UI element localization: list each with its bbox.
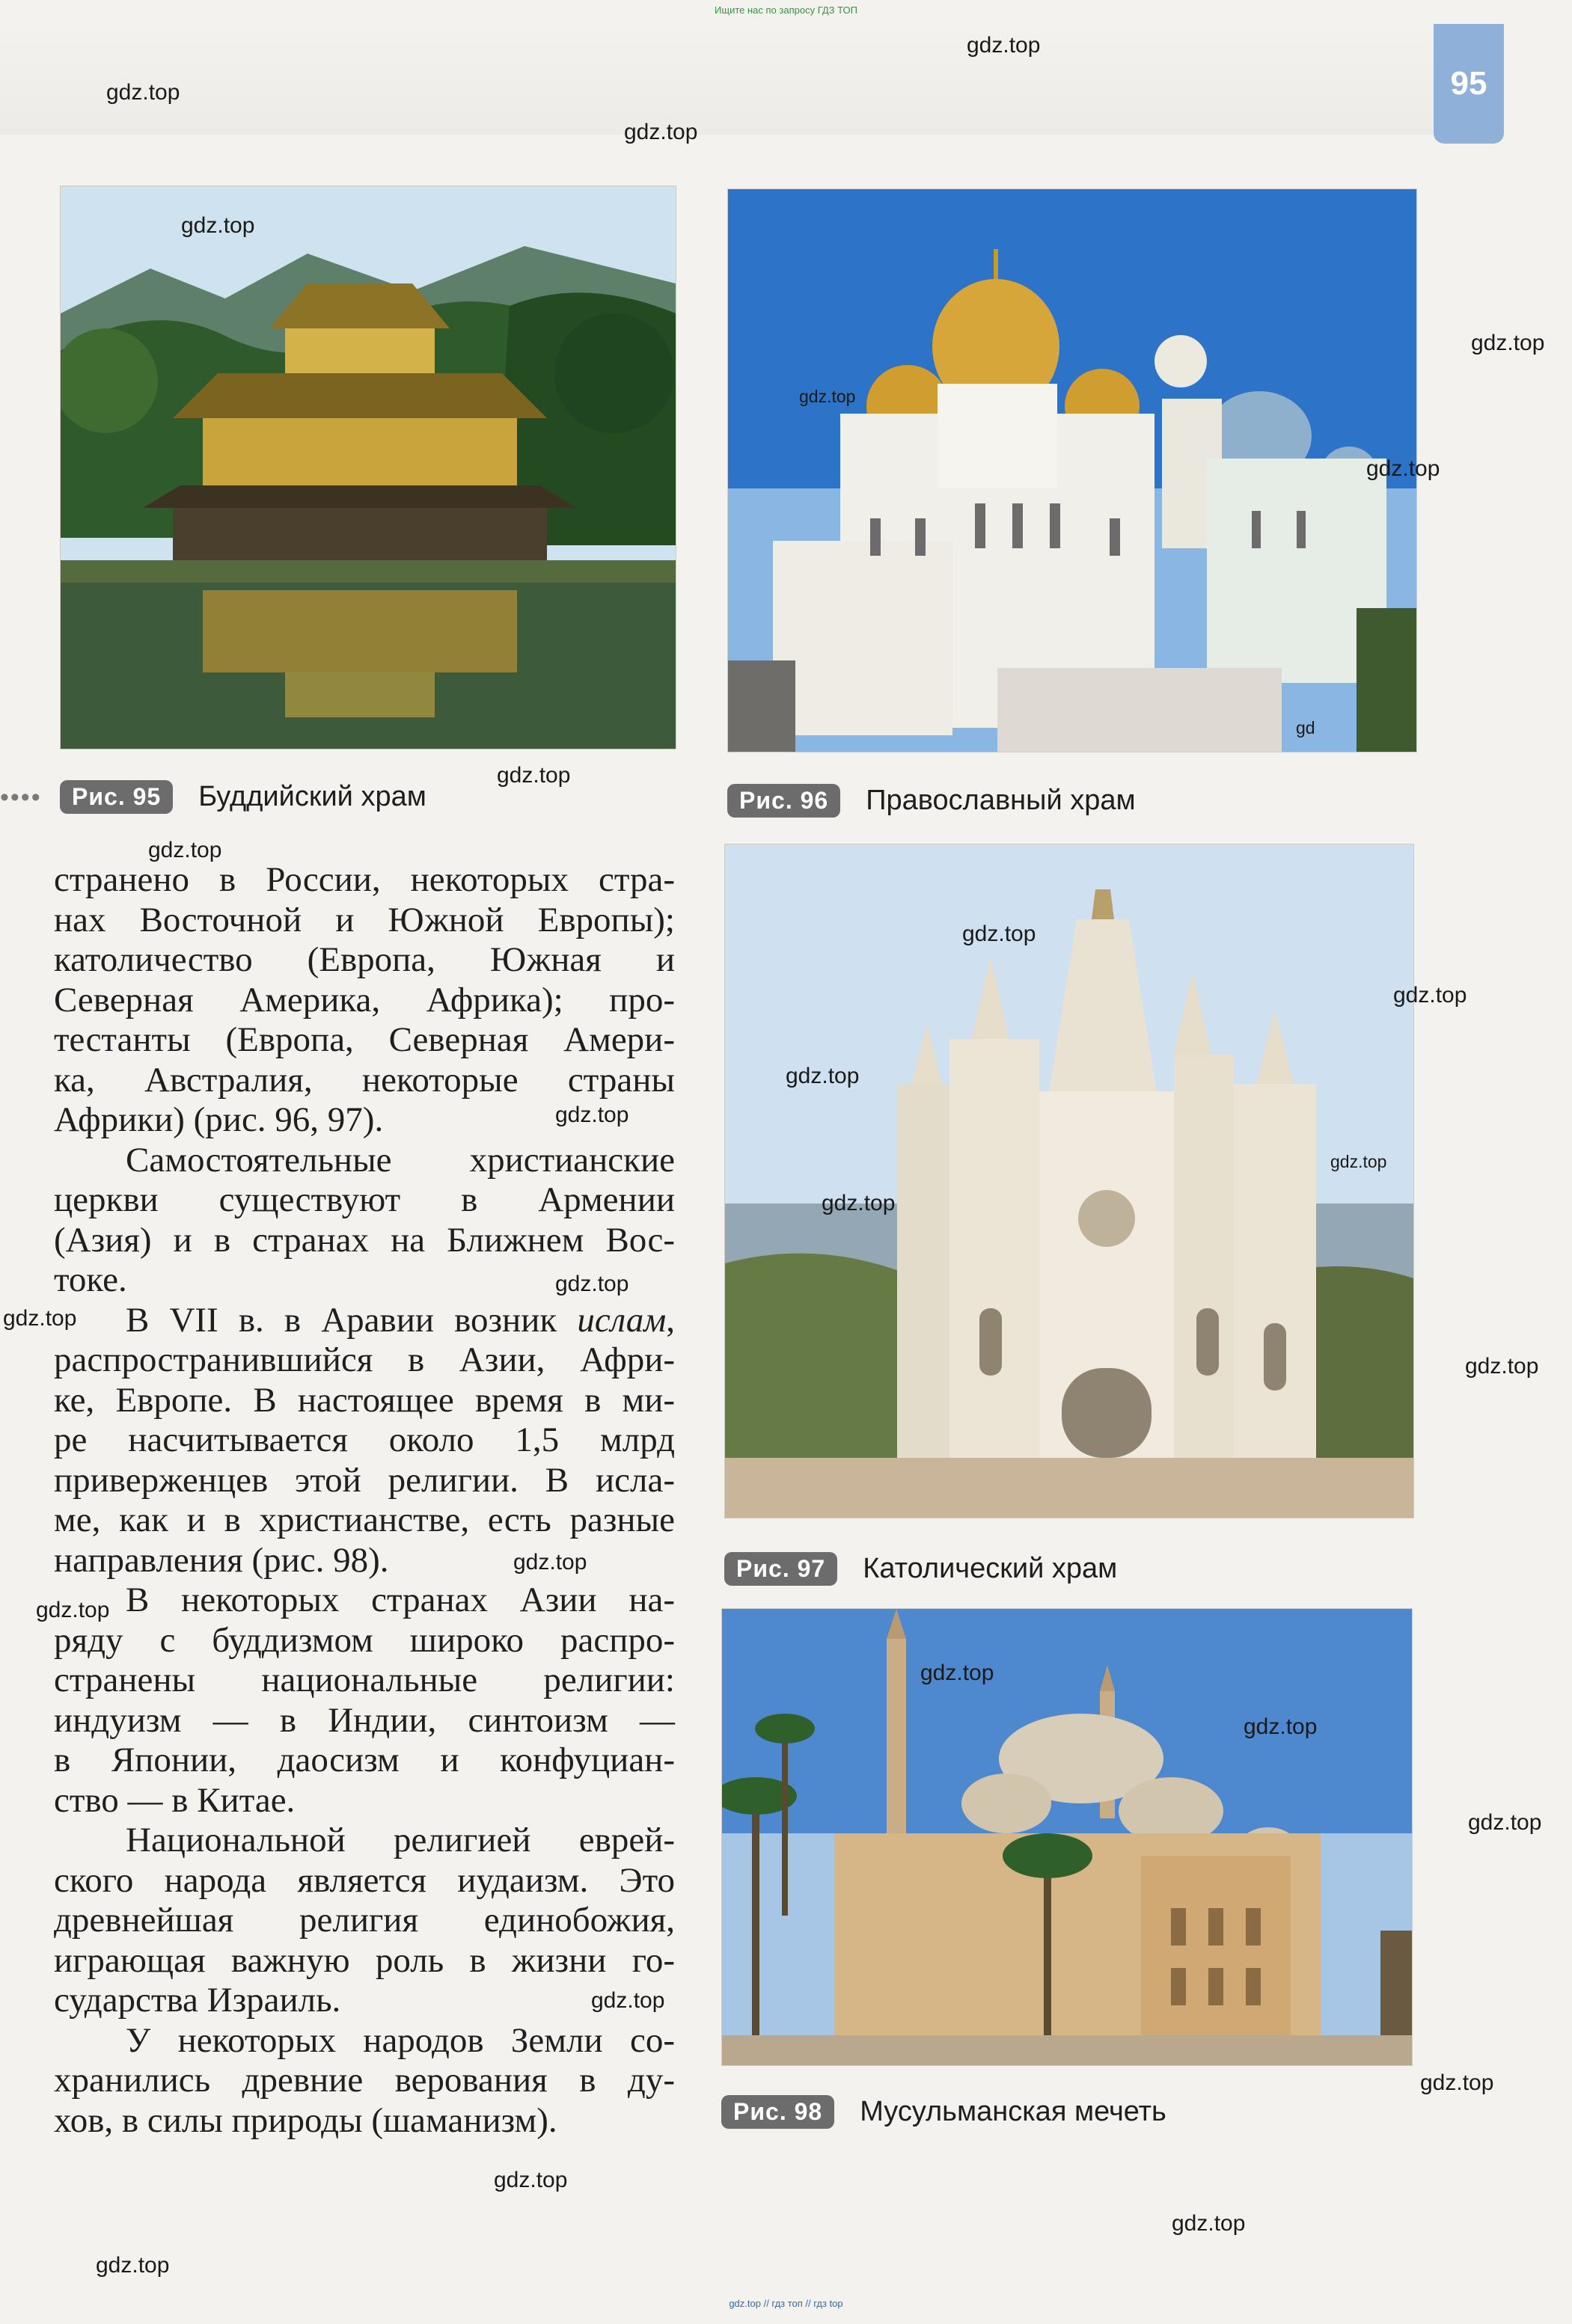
watermark: gdz.top (786, 1064, 860, 1088)
header-strip (0, 22, 1444, 135)
watermark: gdz.top (106, 80, 180, 105)
text-line: ство — в Китае. (54, 1780, 296, 1820)
figure-97-title: Католический храм (863, 1552, 1118, 1584)
figure-95-caption (60, 774, 426, 819)
watermark: gdz.top (967, 33, 1041, 58)
watermark: gdz.top (494, 2168, 568, 2192)
watermark: gdz.top (96, 2253, 170, 2278)
text-line: В некоторых странах Азии на- (126, 1580, 675, 1619)
text-line: хранились древние верования в ду- (54, 2061, 675, 2100)
figure-97-badge: Рис. 97 (724, 1552, 837, 1586)
top-banner: Ищите нас по запросу ГДЗ ТОП (715, 4, 857, 16)
watermark: gdz.top (920, 1661, 994, 1685)
bottom-watermark-line: gdz.top // гдз топ // гдз top (729, 2298, 843, 2309)
figure-96-title: Православный храм (866, 784, 1136, 816)
paragraph-ancient-beliefs (54, 2021, 675, 2141)
text-line: Северная Америка, Африка); про- (54, 980, 675, 1020)
watermark-partial: gd (1296, 718, 1315, 738)
catholic-church-photo (724, 844, 1414, 1518)
watermark: gdz.top (3, 1306, 77, 1331)
mosque-photo (721, 1608, 1413, 2066)
text-line: направления (рис. 98). (54, 1540, 389, 1580)
watermark: gdz.top (624, 120, 698, 144)
text-line: Национальной религией еврей- (126, 1821, 675, 1859)
text-line: в Японии, даосизм и конфуциан- (54, 1741, 675, 1779)
text-line: католичество (Европа, Южная и (54, 940, 675, 979)
watermark: gdz.top (1420, 2070, 1494, 2095)
text-line: У некоторых народов Земли со- (126, 2020, 675, 2060)
figure-96-caption (727, 778, 1136, 823)
text-line: странено в России, некоторых стра- (54, 860, 675, 899)
figure-98-badge: Рис. 98 (721, 2095, 834, 2129)
text-line: ка, Австралия, некоторые страны (54, 1060, 675, 1100)
text-line: странены национальные религии: (54, 1661, 675, 1699)
watermark: gdz.top (1465, 1354, 1539, 1379)
watermark: gdz.top (799, 387, 856, 406)
text-line: тестанты (Европа, Северная Амери- (54, 1020, 675, 1059)
caption-dots: •••• (0, 783, 42, 812)
text-fragment: В VII в. в Аравии возник (126, 1300, 578, 1340)
watermark: gdz.top (1471, 331, 1545, 355)
watermark: gdz.top (591, 1988, 665, 2013)
watermark: gdz.top (555, 1103, 629, 1127)
text-line: индуизм — в Индии, синтоизм — (54, 1700, 675, 1740)
figure-95-badge: Рис. 95 (60, 780, 173, 814)
watermark: gdz.top (1244, 1714, 1318, 1739)
paragraph-christianity (54, 860, 675, 1141)
watermark: gdz.top (497, 763, 571, 788)
text-line: токе. (54, 1260, 127, 1299)
watermark: gdz.top (822, 1191, 896, 1215)
paragraph-judaism (54, 1821, 675, 2021)
text-line: хов, в силы природы (шаманизм). (54, 2100, 557, 2140)
body-text (54, 860, 675, 2141)
watermark: gdz.top (1366, 456, 1440, 481)
text-line: церкви существуют в Армении (54, 1180, 675, 1219)
figure-98-title: Мусульманская мечеть (860, 2095, 1166, 2127)
figure-95-title: Буддийский храм (198, 780, 426, 812)
watermark: gdz.top (555, 1272, 629, 1296)
figure-98-caption (721, 2089, 1166, 2134)
watermark: gdz.top (1468, 1810, 1542, 1835)
figure-96-badge: Рис. 96 (727, 784, 840, 818)
page-number: 95 (1434, 24, 1504, 144)
text-line: ского народа является иудаизм. Это (54, 1860, 675, 1900)
paragraph-national-religions (54, 1580, 675, 1821)
watermark: gdz.top (1330, 1152, 1387, 1171)
watermark: gdz.top (962, 922, 1036, 946)
emphasis-islam: ислам (577, 1300, 667, 1340)
text-line: Самостоятельные христианские (126, 1140, 675, 1180)
text-fragment: , (666, 1300, 675, 1340)
text-line: приверженцев этой религии. В исла- (54, 1460, 675, 1500)
paragraph-islam (54, 1301, 675, 1581)
text-line: древнейшая религия единобожия, (54, 1901, 675, 1940)
text-line (54, 1301, 675, 1341)
watermark: gdz.top (181, 213, 255, 238)
text-line: (Азия) и в странах на Ближнем Вос- (54, 1220, 675, 1260)
text-line: распространившийся в Азии, Афри- (54, 1340, 675, 1379)
text-line: сударства Израиль. (54, 1981, 341, 2020)
buddhist-temple-photo (60, 186, 676, 749)
text-line: ке, Европе. В настоящее время в ми- (54, 1380, 675, 1420)
watermark: gdz.top (1172, 2211, 1246, 2236)
text-line: играющая важную роль в жизни го- (54, 1940, 675, 1980)
watermark: gdz.top (1393, 983, 1467, 1008)
watermark: gdz.top (148, 838, 222, 862)
watermark: gdz.top (513, 1550, 587, 1575)
text-line: ме, как и в христианстве, есть разные (54, 1500, 675, 1539)
text-line: нах Восточной и Южной Европы); (54, 900, 675, 939)
watermark: gdz.top (36, 1598, 110, 1622)
text-line: Африки) (рис. 96, 97). (54, 1100, 384, 1139)
text-line: ряду с буддизмом широко распро- (54, 1620, 675, 1660)
figure-97-caption (724, 1546, 1117, 1591)
text-line: ре насчитывается около 1,5 млрд (54, 1420, 675, 1459)
orthodox-church-photo (727, 188, 1417, 752)
